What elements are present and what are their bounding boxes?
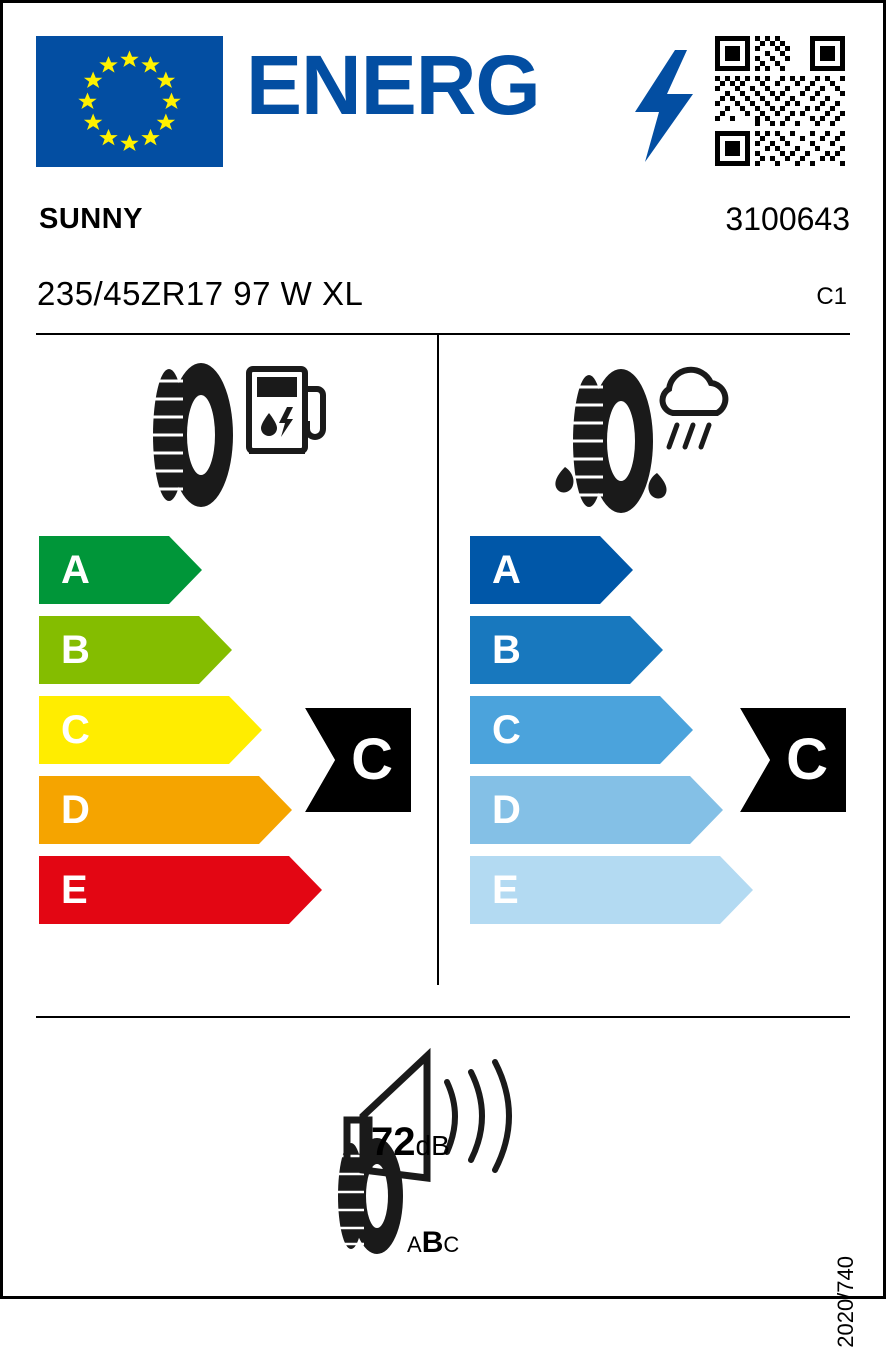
fuel-grade-c (39, 696, 289, 764)
eu-flag-icon (36, 36, 223, 167)
wet-grip-grade-e (470, 856, 720, 924)
noise-value (371, 1120, 450, 1165)
wet-grip-grade-d (470, 776, 720, 844)
wet-grip-bar (470, 616, 630, 684)
wet-grip-bar (470, 856, 720, 924)
fuel-grade-label: C (61, 707, 90, 752)
fuel-grade-label: A (61, 547, 90, 592)
divider-vertical (437, 335, 439, 985)
tyre-class: C1 (816, 283, 847, 310)
brand-name: SUNNY (39, 203, 144, 235)
fuel-grade-label: D (61, 787, 90, 832)
wet-grip-grade-label: E (492, 867, 519, 912)
fuel-grade-d (39, 776, 289, 844)
wet-grip-arrow-tip (660, 696, 693, 764)
fuel-arrow-tip (199, 616, 232, 684)
wet-grip-scale (470, 536, 720, 936)
fuel-selected-label: C (351, 727, 393, 792)
noise-class-c: C (443, 1232, 460, 1257)
tyre-fuel-pump-icon (131, 355, 331, 515)
wet-grip-arrow-tip (630, 616, 663, 684)
noise-class-b: B (421, 1226, 444, 1259)
wet-grip-selected-label: C (786, 727, 828, 792)
fuel-grade-a (39, 536, 289, 604)
fuel-grade-label: E (61, 867, 88, 912)
tyre-loudspeaker-icon (285, 1048, 605, 1268)
noise-unit: dB (415, 1130, 450, 1161)
wet-grip-bar (470, 536, 600, 604)
regulation-reference: 2020/740 (833, 1256, 858, 1348)
divider-top (36, 333, 850, 335)
wet-grip-grade-c (470, 696, 720, 764)
fuel-bar (39, 616, 199, 684)
qr-code-icon (715, 36, 845, 166)
product-reference: 3100643 (725, 201, 850, 237)
fuel-bar (39, 536, 169, 604)
fuel-efficiency-selected-grade (305, 708, 411, 812)
fuel-bar (39, 776, 259, 844)
wet-grip-grade-a (470, 536, 720, 604)
fuel-grade-label: B (61, 627, 90, 672)
wet-grip-selected-grade (740, 708, 846, 812)
wet-grip-grade-label: D (492, 787, 521, 832)
wet-grip-arrow-tip (600, 536, 633, 604)
noise-class-a: A (407, 1232, 422, 1257)
wet-grip-grade-label: C (492, 707, 521, 752)
divider-bottom (36, 1016, 850, 1018)
fuel-efficiency-scale (39, 536, 289, 936)
tyre-size: 235/45ZR17 97 W XL (37, 275, 364, 312)
energy-wordmark: ENERG (246, 38, 540, 132)
wet-grip-grade-b (470, 616, 720, 684)
wet-grip-grade-label: A (492, 547, 521, 592)
fuel-grade-b (39, 616, 289, 684)
wet-grip-bar (470, 776, 690, 844)
wet-grip-bar (470, 696, 660, 764)
fuel-grade-e (39, 856, 289, 924)
fuel-arrow-tip (259, 776, 292, 844)
noise-class-scale (407, 1226, 459, 1260)
tyre-rain-cloud-icon (531, 355, 741, 525)
wet-grip-arrow-tip (720, 856, 753, 924)
fuel-arrow-tip (289, 856, 322, 924)
noise-decibels: 72 (371, 1120, 416, 1164)
fuel-arrow-tip (169, 536, 202, 604)
wet-grip-arrow-tip (690, 776, 723, 844)
lightning-bolt-icon (635, 50, 695, 162)
fuel-arrow-tip (229, 696, 262, 764)
fuel-bar (39, 856, 289, 924)
wet-grip-grade-label: B (492, 627, 521, 672)
fuel-bar (39, 696, 229, 764)
